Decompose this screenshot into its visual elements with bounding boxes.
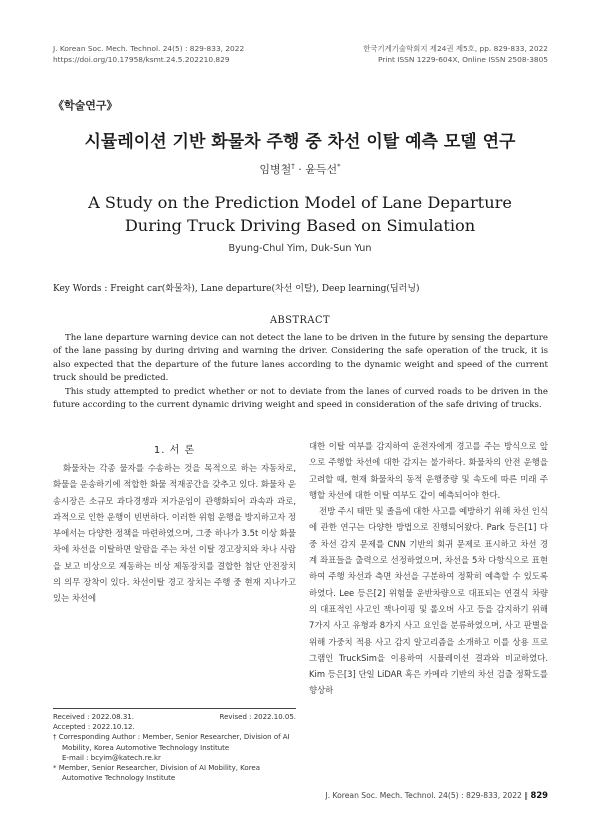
keywords [53,281,420,294]
journal-header-right [363,43,548,65]
received-revised-row [53,712,296,722]
title-english-line1: A Study on the Prediction Model of Lane Departure [88,193,512,212]
doi-link[interactable]: https://doi.org/10.17958/ksmt.24.5.202210.829 [53,55,230,64]
corresponding-author-note: † Corresponding Author : Member, Senior Researcher, Division of AI Mobility, Korea Automotive Technology Institute [53,733,290,752]
abstract-paragraph-1: The lane departure warning device can not detect the lane to be driven in the future by sensing the departure of the lane passing by during driving and warning the driver. Considering the safe operation of the truck, it is also expected that the departure of the future lanes according to the dynamic weight and speed of the current truck should be predicted. [53,333,548,384]
journal-citation: J. Korean Soc. Mech. Technol. 24(5) : 829-833, 2022 [53,44,245,53]
author-second: 윤득선 [305,163,338,176]
footnote-divider [53,708,296,709]
right-column [309,438,548,699]
intro-paragraph-1: 화물차는 각종 물자를 수송하는 것을 목적으로 하는 자동차로, 화물을 운송하기에 적합한 화물 적재공간을 갖추고 있다. 화물차 운송시장은 소규모 과다경쟁과 저가운임이 관행화되어 과속과 과로, 과적으로 인한 운행이 빈번하다. 이러한 위험 운행을 방지하고자 정부에서는 다양한 정책을 마련하였으며, 그중 하나가 3.5t 이상 화물차에 차선을 이탈하면 알람을 주는 차선 이탈 경고장치와 차나 사람을 보고 비상으로 제동하는 비상 제동장치를 결합한 첨단 안전장치의 의무 장착이 있다. 차선이탈 경고 장치는 주행 중 현재 지나가고 있는 차선에 [53,463,296,604]
title-korean: 시뮬레이션 기반 화물차 주행 중 차선 이탈 예측 모델 연구 [84,132,516,152]
intro-paragraph-1-continued: 대한 이탈 여부를 감지하여 운전자에게 경고를 주는 방식으로 앞으로 주행할 차선에 대한 감지는 불가하다. 화물차의 안전 운행을 고려할 때, 현재 화물차의 동적 운행중량 및 속도에 따른 미래 주행할 차선에 대한 이탈 여부도 같이 예측되어야 한다. [309,441,548,500]
left-column [53,460,296,607]
title-english-line2: During Truck Driving Based on Simulation [124,216,476,235]
accepted-date: Accepted : 2022.10.12. [53,723,135,732]
abstract-heading: ABSTRACT [269,315,330,326]
title-english [0,191,600,237]
corresponding-mark: † [291,162,295,171]
member-mark: * [337,162,341,171]
received-date: Received : 2022.08.31. [53,713,134,721]
page-footer [325,790,548,800]
author-first: 임병철 [259,163,292,176]
journal-header-left [53,43,244,65]
section-heading-introduction: 1. 서 론 [153,445,196,456]
revised-date: Revised : 2022.10.05. [219,713,296,721]
member-note: * Member, Senior Researcher, Division of AI Mobility, Korea Automotive Technology Institute [53,764,261,783]
intro-paragraph-2: 전방 주시 태만 및 졸음에 대한 사고를 예방하기 위해 차선 인식에 관한 연구는 다양한 방법으로 진행되어왔다. Park 등은[1] 다중 차선 감지 문제를 CNN 기반의 회귀 문제로 표시하고 차선 경계 좌표들을 출력으로 선정하였으며, 차선을 5차 다항식으로 표현하여 주행 차선과 측면 차선을 구분하여 정확히 예측할 수 있도록 하였다. Lee 등은[2] 위험물 운반차량으로 대표되는 연결식 차량의 대표적인 사고인 잭나이핑 및 롤오버 사고 등을 감지하기 위해 7가지 사고 유형과 8가지 사고 요인을 분류하였으며, 사고 판별을 위해 가중치 적용 사고 감지 알고리즘을 소개하고 이를 상용 프로그램인 TruckSim을 이용하여 시뮬레이션 결과와 비교하였다. Kim 등은[3] 단일 LiDAR 혹은 카메라 기반의 차선 검출 정확도를 향상하 [309,506,548,696]
authors-english: Byung-Chul Yim, Duk-Sun Yun [228,243,372,254]
journal-citation-korean: 한국기계기술학회지 제24권 제5호, pp. 829-833, 2022 [363,44,548,53]
page-number: 829 [530,790,548,800]
article-category: 《학술연구》 [53,99,118,112]
footer-citation: J. Korean Soc. Mech. Technol. 24(5) : 829-833, 2022 ‖ [325,791,531,800]
abstract-paragraph-2: This study attempted to predict whether or not to deviate from the lanes of curved roads to be driven in the future according to the current dynamic driving weight and speed in consideration of the safe driving of trucks. [53,386,548,411]
keywords-label: Key Words : [53,284,111,294]
footnotes [53,712,296,783]
author-separator: · [294,163,306,176]
corresponding-email[interactable]: E-mail : bcyim@katech.re.kr [62,753,161,762]
abstract-body [53,332,548,412]
issn-line: Print ISSN 1229-604X, Online ISSN 2508-3805 [377,55,548,64]
keywords-text: Freight car(화물차), Lane departure(차선 이탈), Deep learning(딥러닝) [110,284,420,294]
authors-korean [0,161,600,177]
